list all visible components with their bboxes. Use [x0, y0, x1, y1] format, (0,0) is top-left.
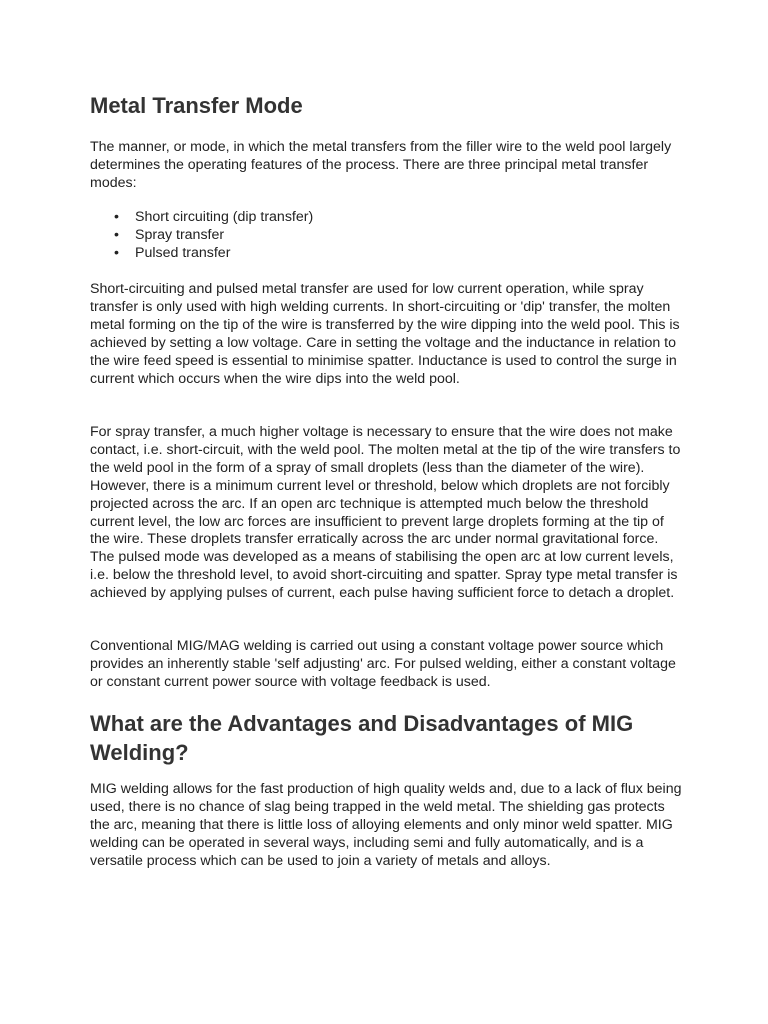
spray-transfer-paragraph: For spray transfer, a much higher voltage is necessary to ensure that the wire does not make contact, i.e. short-circuit, with the weld pool. The molten metal at the tip of the wire transfers to the weld pool in the form of a spray of small droplets (less than the diameter of the wire). However, there is a minimum current level or threshold, below which droplets are not forcibly projected across the arc. If an open arc technique is attempted much below the threshold current level, the low arc forces are insufficient to prevent large droplets forming at the tip of the wire. These droplets transfer erratically across the arc under normal gravitational force. The pulsed mode was developed as a means of stabilising the open arc at low current levels, i.e. below the threshold level, to avoid short-circuiting and spatter. Spray type metal transfer is achieved by applying pulses of current, each pulse having sufficient force to detach a droplet. [90, 424, 681, 602]
short-circuit-paragraph: Short-circuiting and pulsed metal transfer are used for low current operation, while spray transfer is only used with high welding currents. In short-circuiting or 'dip' transfer, the molten metal forming on the tip of the wire is transferred by the wire dipping into the weld pool. This is achieved by setting a low voltage. Care in setting the voltage and the inductance in relation to the wire feed speed is essential to minimise spatter. Inductance is used to control the surge in current which occurs when the wire dips into the weld pool. [90, 281, 680, 387]
advantages-paragraph: MIG welding allows for the fast production of high quality welds and, due to a lack of flux being used, there is no chance of slag being trapped in the weld metal. The shielding gas protects the arc, meaning that there is little loss of alloying elements and only minor weld spatter. MIG welding can be operated in several ways, including semi and fully automatically, and is a versatile process which can be used to join a variety of metals and alloys. [90, 781, 682, 869]
list-item: • Spray transfer [135, 227, 313, 245]
intro-paragraph: The manner, or mode, in which the metal transfers from the filler wire to the weld pool largely determines the operating features of the process. There are three principal metal transfer modes: [90, 139, 672, 191]
transfer-modes-list [90, 209, 313, 263]
heading-metal-transfer-mode: Metal Transfer Mode [90, 93, 303, 118]
conventional-welding-paragraph: Conventional MIG/MAG welding is carried out using a constant voltage power source which provides an inherently stable 'self adjusting' arc. For pulsed welding, either a constant voltage or constant current power source with voltage feedback is used. [90, 638, 676, 690]
heading-advantages-disadvantages: What are the Advantages and Disadvantages of MIG Welding? [90, 711, 634, 765]
list-item: • Short circuiting (dip transfer) [135, 209, 313, 227]
list-item: • Pulsed transfer [135, 245, 313, 263]
